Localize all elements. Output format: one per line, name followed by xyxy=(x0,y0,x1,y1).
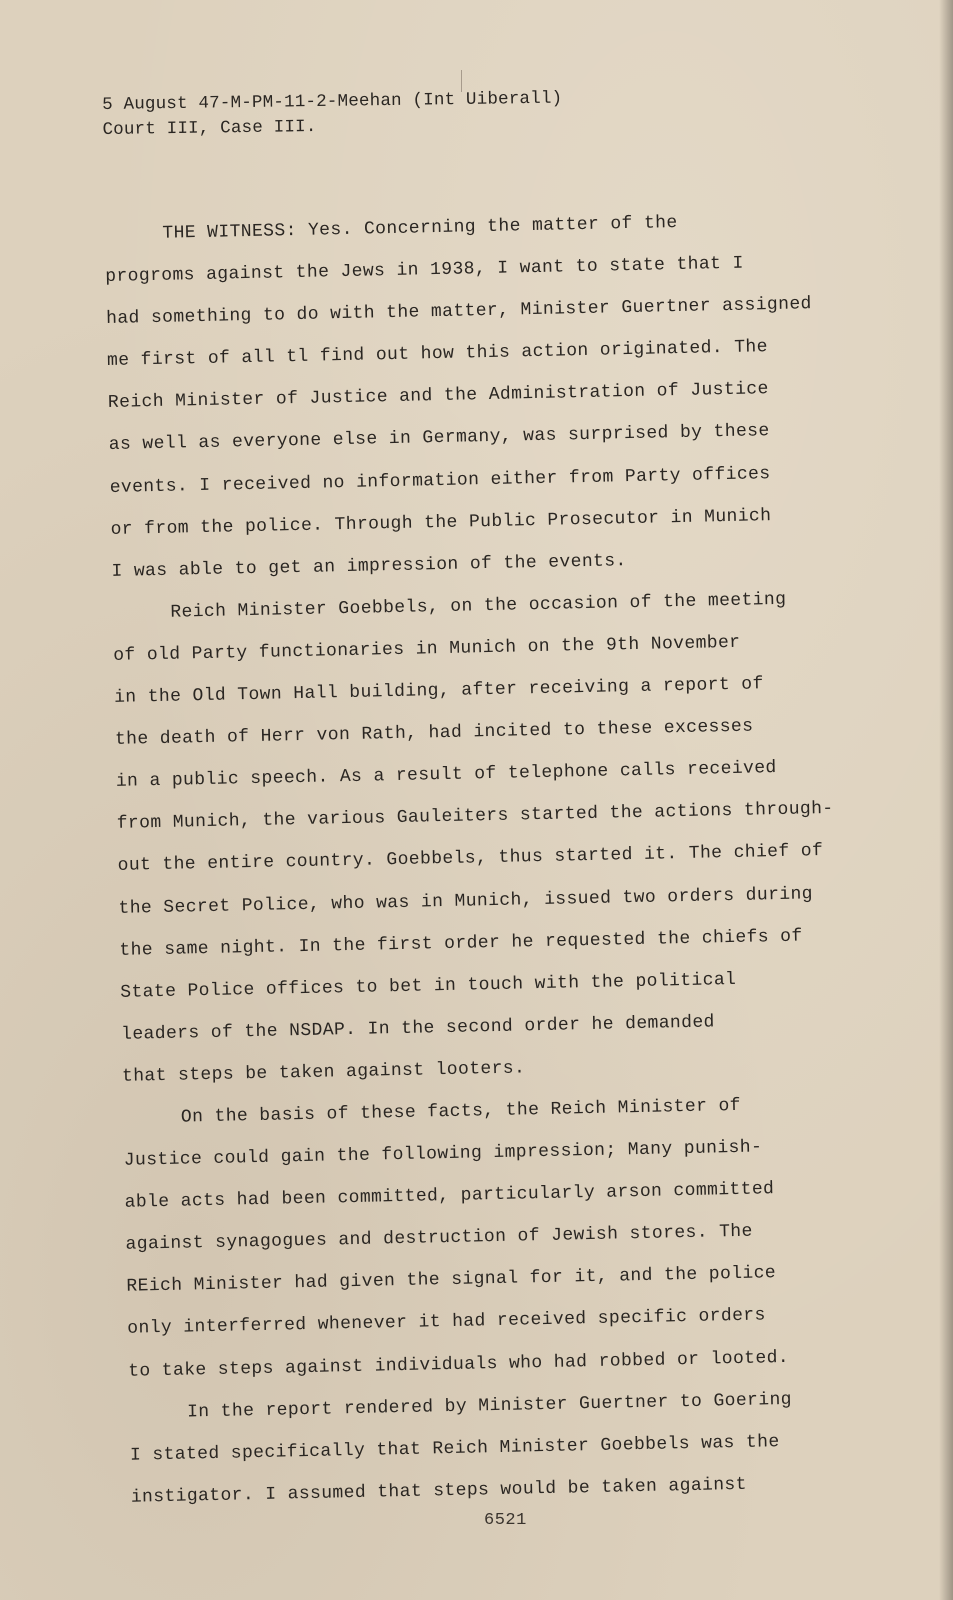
page-edge-shadow xyxy=(939,0,953,1600)
text-line: the same night. In the first order he requested the chiefs of xyxy=(119,926,803,961)
text-line: I stated specifically that Reich Minister Goebbels was the xyxy=(129,1431,780,1466)
text-line: against synagogues and destruction of Jewish stores. The xyxy=(125,1221,753,1256)
text-line: Reich Minister Goebbels, on the occasion of the meeting xyxy=(170,589,787,623)
text-line: Reich Minister of Justice and the Administration of Justice xyxy=(107,379,769,414)
text-line: had something to do with the matter, Minister Guertner assigned xyxy=(105,294,812,330)
text-line: REich Minister had given the signal for it, and the police xyxy=(126,1263,777,1298)
text-line: On the basis of these facts, the Reich Minister of xyxy=(180,1095,742,1128)
text-line: in the Old Town Hall building, after receiving a report of xyxy=(113,674,764,708)
text-line: progroms against the Jews in 1938, I want to state that I xyxy=(105,253,744,288)
text-line: able acts had been committed, particularly arson committed xyxy=(124,1179,775,1213)
text-line: or from the police. Through the Public Prosecutor in Munich xyxy=(110,505,772,540)
text-line: to take steps against individuals who had robbed or looted. xyxy=(128,1347,790,1382)
text-line: In the report rendered by Minister Guertner to Goering xyxy=(186,1389,793,1423)
text-line: of old Party functionaries in Munich on the 9th November xyxy=(113,632,741,666)
text-line: Justice could gain the following impression; Many punish- xyxy=(123,1137,763,1171)
text-line: THE WITNESS: Yes. Concerning the matter of the xyxy=(162,212,678,244)
testimony-body xyxy=(104,197,921,1518)
text-line: the death of Herr von Rath, had incited to these excesses xyxy=(114,716,754,751)
text-line: in a public speech. As a result of telephone calls received xyxy=(115,758,777,793)
text-line: me first of all tl find out how this action originated. The xyxy=(106,337,769,372)
text-line: the Secret Police, who was in Munich, issued two orders during xyxy=(118,883,814,919)
text-line: as well as everyone else in Germany, was surprised by these xyxy=(108,421,770,456)
text-line: only interferred whenever it had received specific orders xyxy=(127,1305,766,1340)
page-number: 6521 xyxy=(484,1511,527,1530)
document-header xyxy=(102,87,563,143)
text-line: instigator. I assumed that steps would be taken against xyxy=(130,1474,748,1508)
text-line: that steps be taken against looters. xyxy=(121,1058,526,1087)
text-line: I was able to get an impression of the events. xyxy=(111,550,627,582)
text-line: from Munich, the various Gauleiters started the actions through- xyxy=(116,799,834,835)
text-line: events. I received no information either from Party offices xyxy=(109,463,771,498)
text-line: State Police offices to bet in touch with the political xyxy=(120,969,737,1003)
header-court-line: Court III, Case III. xyxy=(102,117,317,140)
text-line: leaders of the NSDAP. In the second order he demanded xyxy=(120,1012,715,1045)
text-line: out the entire country. Goebbels, thus started it. The chief of xyxy=(117,841,824,877)
header-date-line: 5 August 47-M-PM-11-2-Meehan (Int Uiberall) xyxy=(102,88,563,115)
